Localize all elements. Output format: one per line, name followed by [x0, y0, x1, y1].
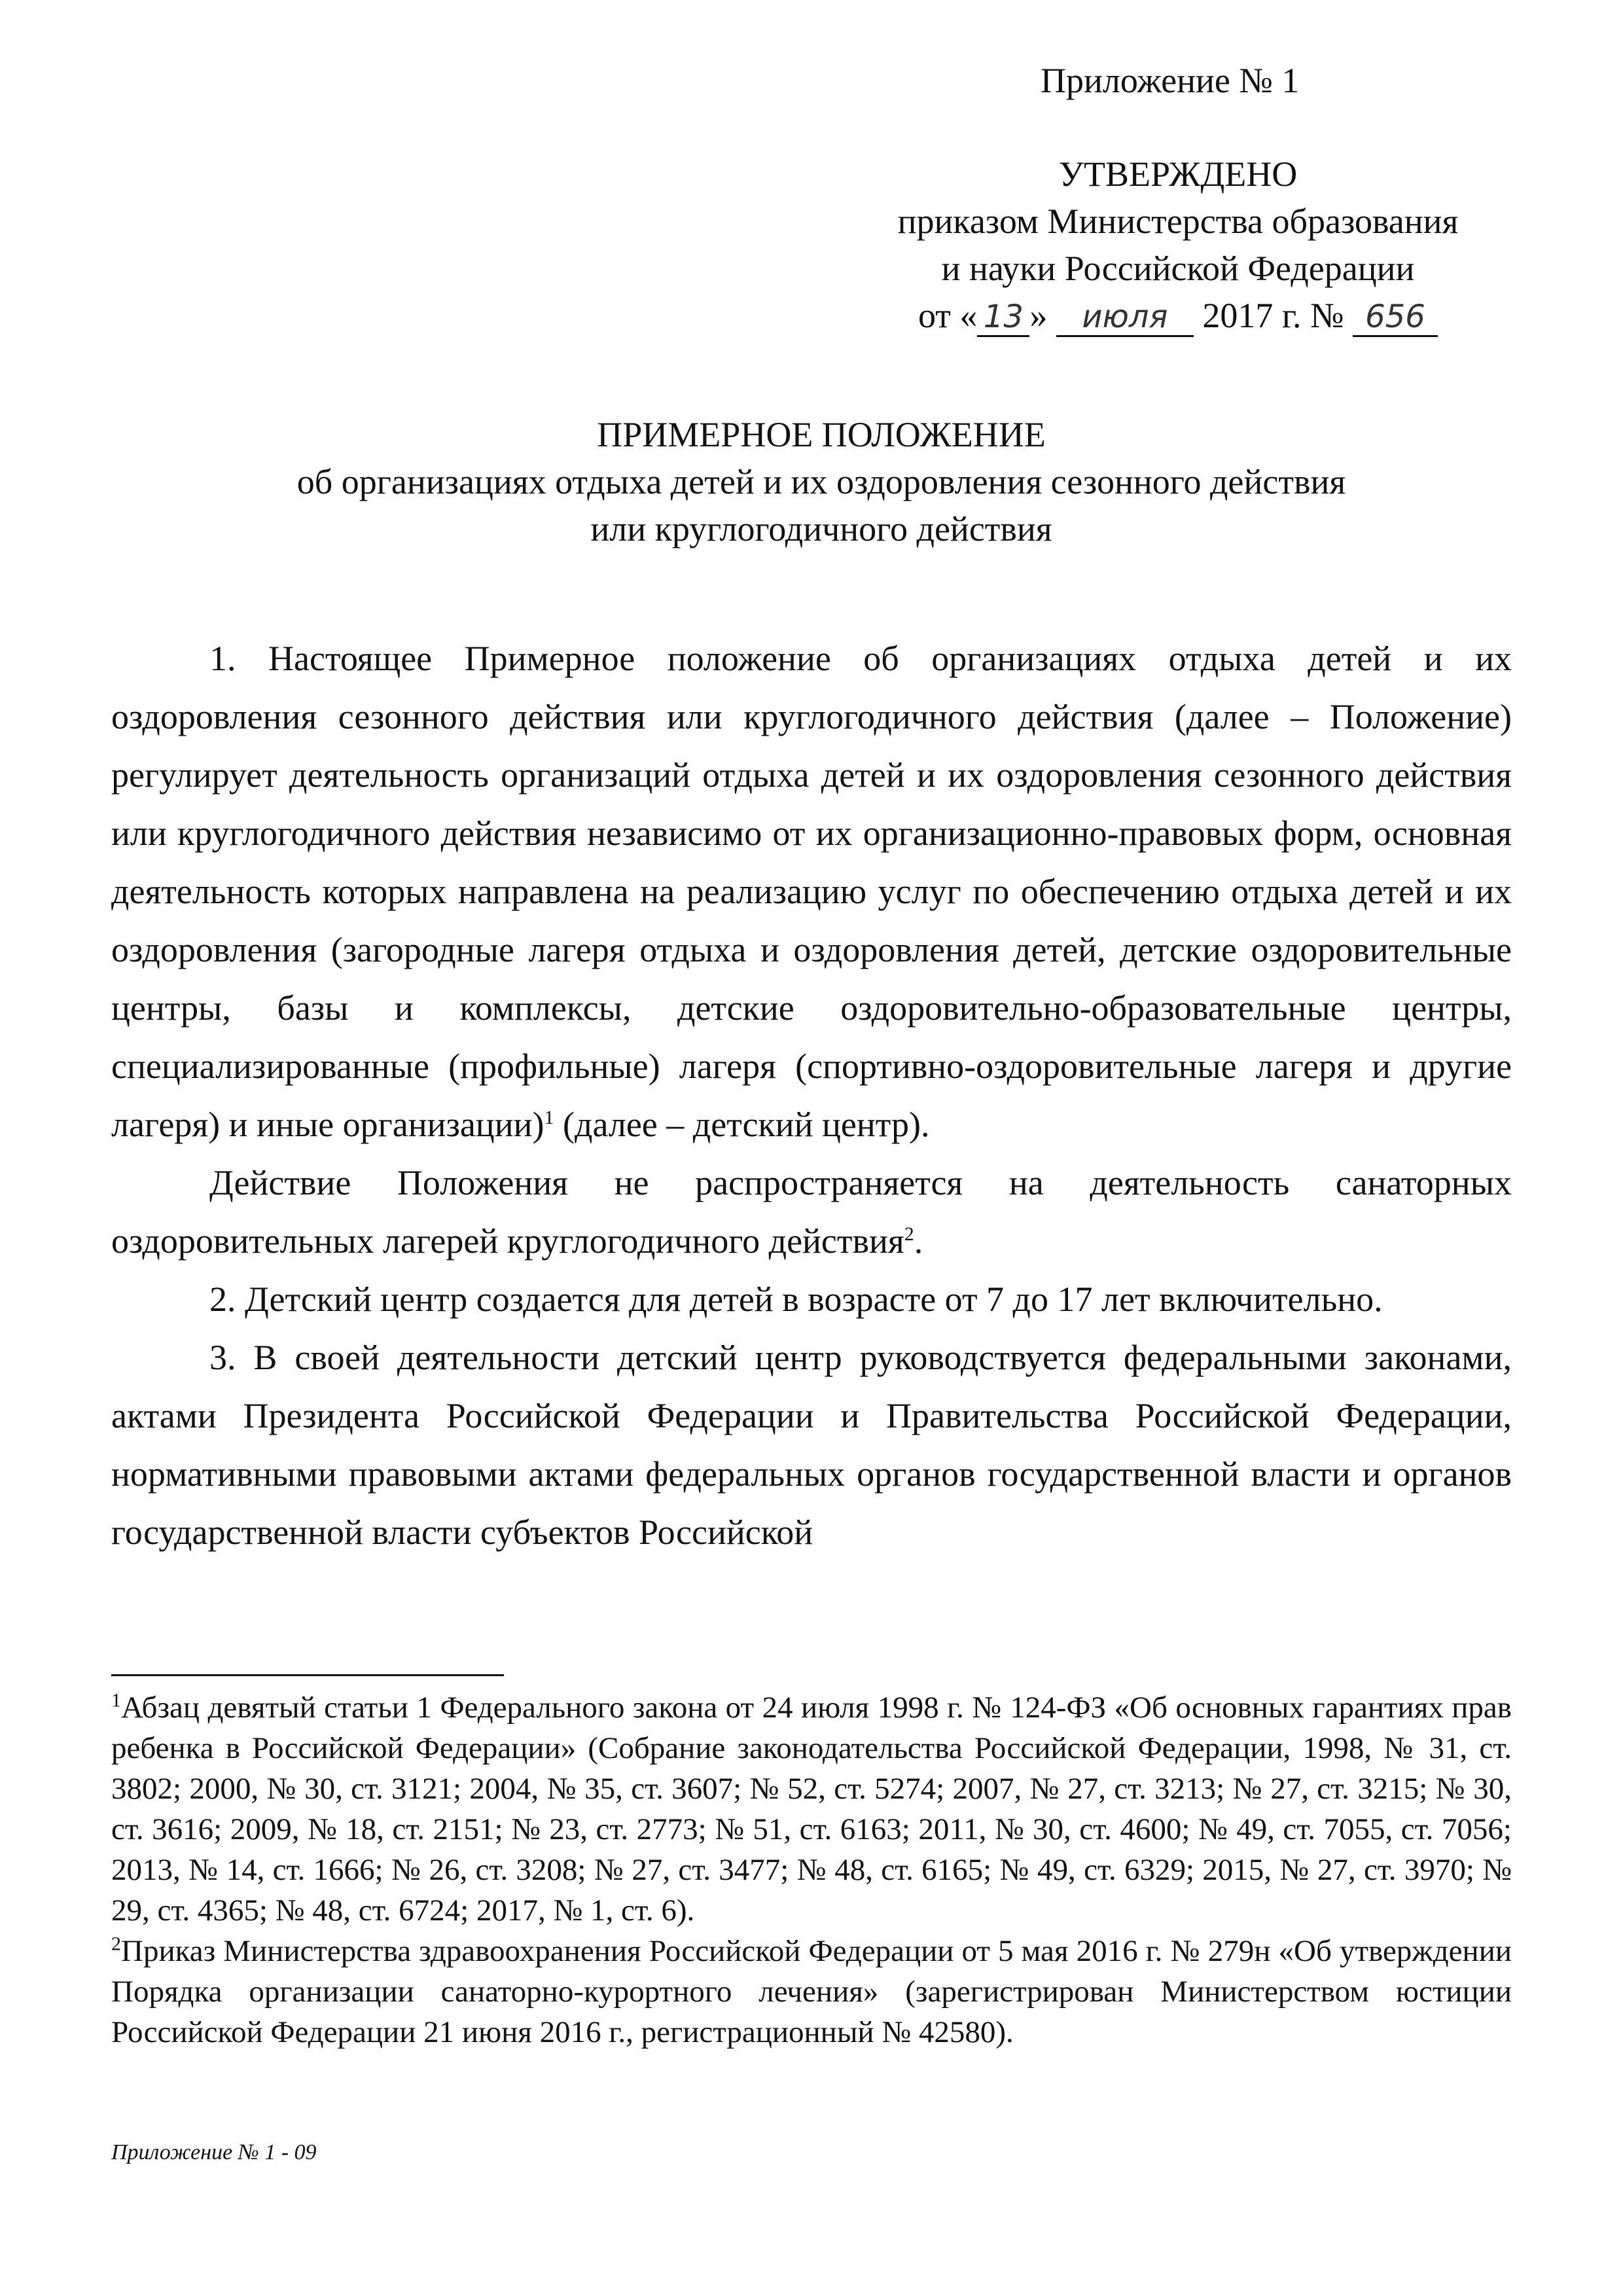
order-number-handwritten: 656 [1353, 298, 1438, 337]
order-date-line [851, 292, 1505, 339]
title-main: ПРИМЕРНОЕ ПОЛОЖЕНИЕ [597, 415, 1046, 454]
order-line-1: приказом Министерства образования [897, 202, 1459, 241]
footnote-2-text: Приказ Министерства здравоохранения Российской Федерации от 5 мая 2016 г. № 279н «Об утверждении Порядка организации санаторно-курортного лечения» (зарегистрирован Министерством юстиции Российской Федерации 21 июня 2016 г., регистрационный № 42580). [111, 1934, 1512, 2049]
paragraph-2 [111, 1154, 1512, 1270]
footnote-2 [111, 1931, 1512, 2053]
footnote-ref-2: 2 [904, 1223, 914, 1245]
date-day-handwritten: 13 [977, 298, 1029, 337]
approved-heading: УТВЕРЖДЕНО [1058, 154, 1298, 194]
paragraph-2-text: Действие Положения не распространяется на деятельность санаторных оздоровительных лагерей круглогодичного действия [111, 1163, 1512, 1261]
footnote-1-mark: 1 [111, 1689, 121, 1712]
paragraph-1-text: 1. Настоящее Примерное положение об организациях отдыха детей и их оздоровления сезонного действия или круглогодичного действия (далее – Положение) регулирует деятельность организаций отдыха детей и их оздоровления сезонного действия или круглогодичного действия независимо от их организационно-правовых форм, основная деятельность которых направлена на реализацию услуг по обеспечению отдыха детей и их оздоровления (загородные лагеря отдыха и оздоровления детей, детские оздоровительные центры, базы и комплексы, детские оздоровительно-образовательные центры, специализированные (профильные) лагеря (спортивно-оздоровительные лагеря и другие лагеря) и иные организации) [111, 639, 1512, 1144]
footnote-2-mark: 2 [111, 1933, 121, 1955]
document-title [131, 411, 1512, 552]
paragraph-3: 2. Детский центр создается для детей в возрасте от 7 до 17 лет включительно. [209, 1280, 1383, 1319]
date-mid: » [1029, 296, 1048, 335]
paragraph-1-end: (далее – детский центр). [554, 1105, 930, 1144]
paragraph-2-end: . [914, 1221, 923, 1261]
date-prefix: от « [918, 296, 978, 335]
footnote-ref-1: 1 [544, 1107, 554, 1128]
date-month-handwritten: июля [1056, 298, 1194, 337]
page-footer-label: Приложение № 1 - 09 [111, 2140, 317, 2164]
title-sub-2: или круглогодичного действия [590, 509, 1052, 548]
footnote-separator [111, 1674, 504, 1676]
title-sub-1: об организациях отдыха детей и их оздоровления сезонного действия [296, 462, 1346, 501]
order-line-2: и науки Российской Федерации [941, 249, 1415, 288]
footnote-1-text: Абзац девятый статьи 1 Федерального закона от 24 июля 1998 г. № 124-ФЗ «Об основных гарантиях прав ребенка в Российской Федерации» (Собрание законодательства Российской Федерации, 1998, № 31, ст. 3802; 2000, № 30, ст. 3121; 2004, № 35, ст. 3607; № 52, ст. 5274; 2007, № 27, ст. 3213; № 27, ст. 3215; № 30, ст. 3616; 2009, № 18, ст. 2151; № 23, ст. 2773; № 51, ст. 6163; 2011, № 30, ст. 4600; № 49, ст. 7055, ст. 7056; 2013, № 14, ст. 1666; № 26, ст. 3208; № 27, ст. 3477; № 48, ст. 6165; № 49, ст. 6329; 2015, № 27, ст. 3970; № 29, ст. 4365; № 48, ст. 6724; 2017, № 1, ст. 6). [111, 1691, 1512, 1928]
appendix-label: Приложение № 1 [1041, 61, 1300, 100]
date-year: 2017 г. № [1202, 296, 1344, 335]
approval-block [851, 151, 1505, 339]
footnotes [111, 1687, 1512, 2053]
paragraph-4: 3. В своей деятельности детский центр руководствуется федеральными законами, актами Президента Российской Федерации и Правительства Российской Федерации, нормативными правовыми актами федеральных органов государственной власти и органов государственной власти субъектов Российской [111, 1338, 1512, 1552]
paragraph-1 [111, 630, 1512, 1154]
footnote-1 [111, 1687, 1512, 1931]
document-body [111, 630, 1512, 1562]
